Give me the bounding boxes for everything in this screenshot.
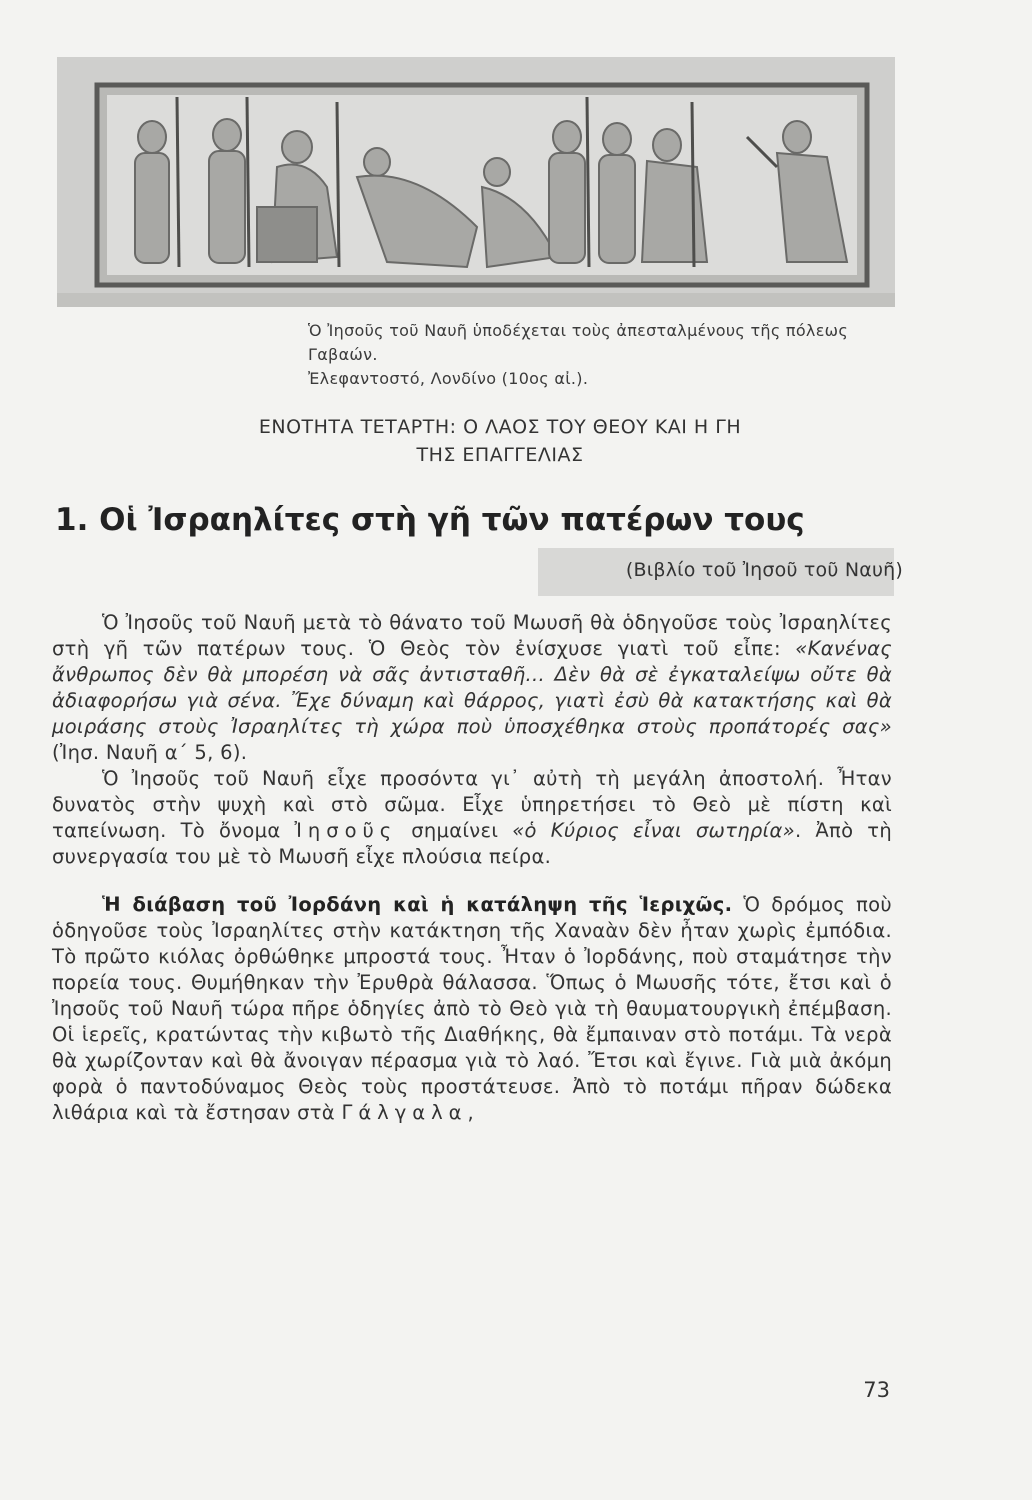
ivory-relief-photo: [57, 57, 895, 307]
p3-text: Ὁ δρόμος ποὺ ὁδηγοῦσε τοὺς Ἰσραηλίτες στὴν κατάκτηση τῆς Χαναὰν δὲν ἦταν χωρὶς ἐμπόδια. Τὸ πρῶτο κιόλας ὀρθώθηκε μπροστά τους. Ἦταν ὁ Ἰορδάνης, ποὺ σταμάτησε τὴν πορεία τους. Θυμήθηκαν τὴν Ἐρυθρὰ θάλασσα. Ὅπως ὁ Μωυσῆς τότε, ἔτσι καὶ ὁ Ἰησοῦς τοῦ Ναυῆ τώρα πῆρε ὁδηγίες ἀπὸ τὸ Θεὸ γιὰ τὴ θαυματουργικὴ ἐπέμβαση. Οἱ ἱερεῖς, κρατώντας τὴν κιβωτὸ τῆς Διαθήκης, θὰ ἔμπαιναν στὸ ποτάμι. Τὰ νερὰ θὰ χωρίζονταν καὶ θὰ ἄνοιγαν πέρασμα γιὰ τὸ λαό. Ἔτσι καὶ ἔγινε. Γιὰ μιὰ ἀκόμη φορὰ ὁ παντοδύναμος Θεὸς τοὺς προστάτευσε. Ἀπὸ τὸ ποτάμι πῆραν δώδεκα λιθάρια καὶ τὰ ἔστησαν στὰ: [52, 893, 892, 1124]
chapter-title: 1. Οἱ Ἰσραηλίτες στὴ γῆ τῶν πατέρων τους: [55, 502, 805, 538]
page-number: 73: [863, 1378, 890, 1402]
p1-reference: (Ἰησ. Ναυῆ α´ 5, 6).: [52, 741, 248, 764]
chapter-source: (Βιβλίο τοῦ Ἰησοῦ τοῦ Ναυῆ): [625, 559, 903, 581]
p3-place: Γάλγαλα,: [341, 1101, 480, 1124]
p2-name: Ἰησοῦς: [294, 819, 398, 842]
unit-heading-line-1: ΕΝΟΤΗΤΑ ΤΕΤΑΡΤΗ: Ο ΛΑΟΣ ΤΟΥ ΘΕΟΥ ΚΑΙ Η ΓΗ: [258, 416, 742, 438]
unit-heading-line-2: ΤΗΣ ΕΠΑΓΓΕΛΙΑΣ: [416, 444, 584, 466]
p2-text-end: . Ἀπὸ τὴ συνεργασία του μὲ τὸ Μωυσῆ εἶχε πλούσια πείρα.: [52, 819, 892, 868]
paragraph-gap: [52, 870, 892, 892]
paragraph-2: [52, 766, 892, 870]
p2-meaning: «ὁ Κύριος εἶναι σωτηρία»: [512, 819, 795, 842]
p1-text: Ὁ Ἰησοῦς τοῦ Ναυῆ μετὰ τὸ θάνατο τοῦ Μωυσῆ θὰ ὁδηγοῦσε τοὺς Ἰσραηλίτες στὴ γῆ τῶν πατέρων τους. Ὁ Θεὸς τὸν ἐνίσχυσε γιατὶ τοῦ εἶπε:: [52, 611, 892, 660]
photo-caption: [308, 319, 898, 391]
caption-line-2: Ἐλεφαντοστό, Λονδίνο (10ος αἰ.).: [308, 369, 589, 388]
p2-text-mid: σημαίνει: [397, 819, 513, 842]
unit-heading: [200, 413, 800, 469]
relief-image: [57, 57, 895, 307]
body-text: [52, 610, 892, 1126]
p1-quote: «Κανένας ἄνθρωπος δὲν θὰ μπορέση νὰ σᾶς ἀντισταθῆ... Δὲν θὰ σὲ ἐγκαταλείψω οὔτε θὰ ἀδιαφορήσω γιὰ σένα. Ἔχε δύναμη καὶ θάρρος, γιατὶ ἐσὺ θὰ κατακτήσης καὶ θὰ μοιράσης στοὺς Ἰσραηλίτες τὴ χώρα ποὺ ὑποσχέθηκα στοὺς προπάτορές σας»: [52, 637, 892, 738]
caption-line-1: Ὁ Ἰησοῦς τοῦ Ναυῆ ὑποδέχεται τοὺς ἀπεσταλμένους τῆς πόλεως Γαβαών.: [308, 321, 849, 364]
paragraph-1: [52, 610, 892, 766]
p2-text: Ὁ Ἰησοῦς τοῦ Ναυῆ εἶχε προσόντα γι᾽ αὐτὴ τὴ μεγάλη ἀποστολή. Ἦταν δυνατὸς στὴν ψυχὴ καὶ στὸ σῶμα. Εἶχε ὑπηρετήσει τὸ Θεὸ μὲ πίστη καὶ ταπείνωση. Τὸ ὄνομα: [52, 767, 892, 842]
p3-heading: Ἡ διάβαση τοῦ Ἰορδάνη καὶ ἡ κατάληψη τῆς Ἱεριχῶς.: [102, 893, 733, 916]
paragraph-3: [52, 892, 892, 1126]
